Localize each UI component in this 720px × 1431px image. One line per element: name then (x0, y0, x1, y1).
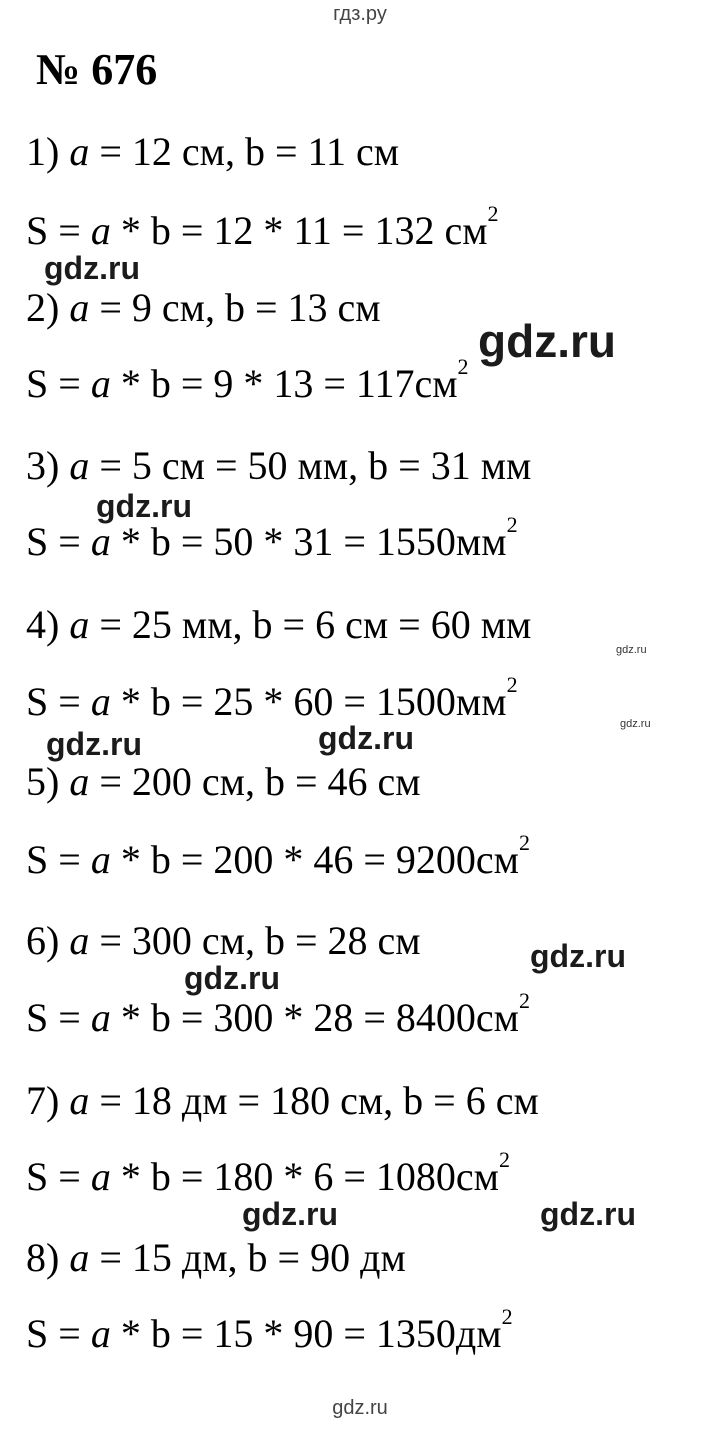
solution-line-8: $S = a * b = 15 * 90 = 1350дм^2$ (26, 1304, 513, 1356)
watermark: gdz.ru (96, 488, 192, 524)
solution-line-6: $S = a * b = 300 * 28 = 8400см^2$ (26, 988, 530, 1040)
watermark: gdz.ru (46, 726, 142, 762)
solution-line-2: $S = a * b = 9 * 13 = 117см^2$ (26, 354, 469, 406)
watermark: gdz.ru (478, 315, 616, 367)
condition-line-7: 7) a = 18 дм = 180 см, b = 6 см (26, 1078, 539, 1123)
condition-line-3: 3) a = 5 см = 50 мм, b = 31 мм (26, 443, 532, 488)
watermark-top: гдз.ру (333, 3, 387, 25)
condition-line-8: 8) a = 15 дм, b = 90 дм (26, 1235, 406, 1280)
watermark: gdz.ru (184, 960, 280, 996)
solution-line-7: $S = a * b = 180 * 6 = 1080см^2$ (26, 1147, 510, 1199)
watermark-bottom: gdz.ru (332, 1397, 388, 1419)
condition-line-1: 1) a = 12 см, b = 11 см (26, 129, 400, 174)
watermark-small: gdz.ru (620, 718, 651, 730)
watermark: gdz.ru (242, 1196, 338, 1232)
condition-line-6: 6) a = 300 см, b = 28 см (26, 918, 421, 963)
solution-line-1: S = a * b = 12 * 11 = 132 $см^2$ (26, 201, 499, 253)
condition-line-4: 4) a = 25 мм, b = 6 см = 60 мм (26, 602, 532, 647)
problem-title: № 676 (36, 45, 158, 94)
condition-line-5: 5) a = 200 см, b = 46 см (26, 759, 421, 804)
solution-line-3: $S = a * b = 50 * 31 = 1550мм^2$ (26, 512, 518, 564)
solution-line-5: $S = a * b = 200 * 46 = 9200см^2$ (26, 830, 530, 882)
watermark: gdz.ru (318, 720, 414, 756)
watermark: gdz.ru (530, 938, 626, 974)
watermark: gdz.ru (540, 1196, 636, 1232)
watermark-small: gdz.ru (616, 644, 647, 656)
condition-line-2: 2) a = 9 см, b = 13 см (26, 285, 381, 330)
watermark: gdz.ru (44, 250, 140, 286)
solution-line-4: $S = a * b = 25 * 60 = 1500мм^2$ (26, 672, 518, 724)
